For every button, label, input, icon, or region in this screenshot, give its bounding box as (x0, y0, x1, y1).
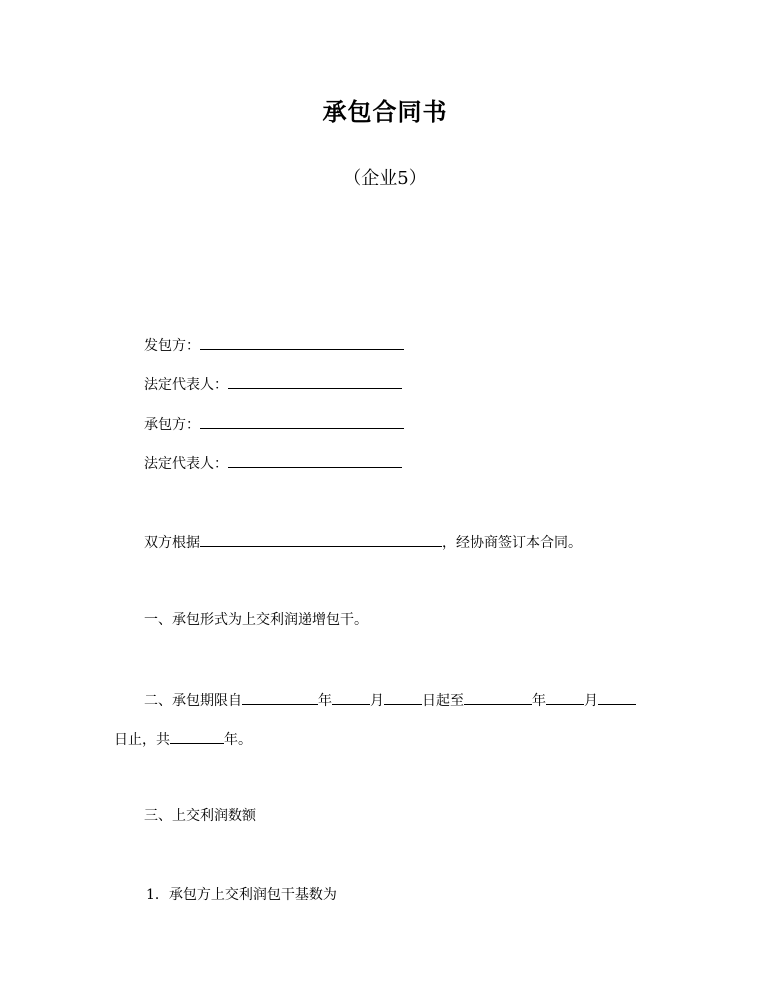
clause-1: 一、承包形式为上交利润递增包干。 (144, 612, 368, 628)
clause-2-day-to: 日起至 (422, 693, 464, 709)
basis-blank[interactable] (200, 531, 442, 547)
basis-suffix: ，经协商签订本合同。 (442, 535, 582, 551)
party-contractor-line (144, 413, 404, 435)
party-employer-label: 发包方： (144, 338, 200, 354)
clause-2-month-2: 月 (584, 693, 598, 709)
contractor-representative-blank[interactable] (228, 452, 402, 468)
document-title: 承包合同书 (322, 98, 448, 126)
clause-2-year-2: 年 (532, 693, 546, 709)
party-employer-blank[interactable] (200, 334, 404, 350)
start-year-blank[interactable] (242, 689, 318, 705)
party-contractor-label: 承包方： (144, 417, 200, 433)
basis-prefix: 双方根据 (144, 535, 200, 551)
contractor-representative-label: 法定代表人： (144, 456, 228, 472)
party-employer-line (144, 334, 404, 356)
employer-representative-label: 法定代表人： (144, 377, 228, 393)
start-day-blank[interactable] (384, 689, 422, 705)
start-month-blank[interactable] (332, 689, 370, 705)
clause-3-item-1: 1．承包方上交利润包干基数为 (146, 887, 337, 903)
term-years-blank[interactable] (170, 728, 224, 744)
employer-representative-line (144, 373, 402, 395)
end-year-blank[interactable] (464, 689, 532, 705)
end-day-blank[interactable] (598, 689, 636, 705)
clause-2-day-end: 日止，共 (114, 732, 170, 748)
clause-2-line-2 (114, 728, 252, 750)
employer-representative-blank[interactable] (228, 373, 402, 389)
basis-line (144, 531, 582, 553)
end-month-blank[interactable] (546, 689, 584, 705)
clause-2-line-1 (144, 689, 636, 711)
contractor-representative-line (144, 452, 402, 474)
clause-2-year-1: 年 (318, 693, 332, 709)
document-subtitle: （企业5） (343, 168, 427, 189)
clause-3: 三、上交利润数额 (144, 808, 256, 824)
clause-2-years-end: 年。 (224, 732, 252, 748)
party-contractor-blank[interactable] (200, 413, 404, 429)
clause-2-month-1: 月 (370, 693, 384, 709)
clause-2-text-start: 二、承包期限自 (144, 693, 242, 709)
